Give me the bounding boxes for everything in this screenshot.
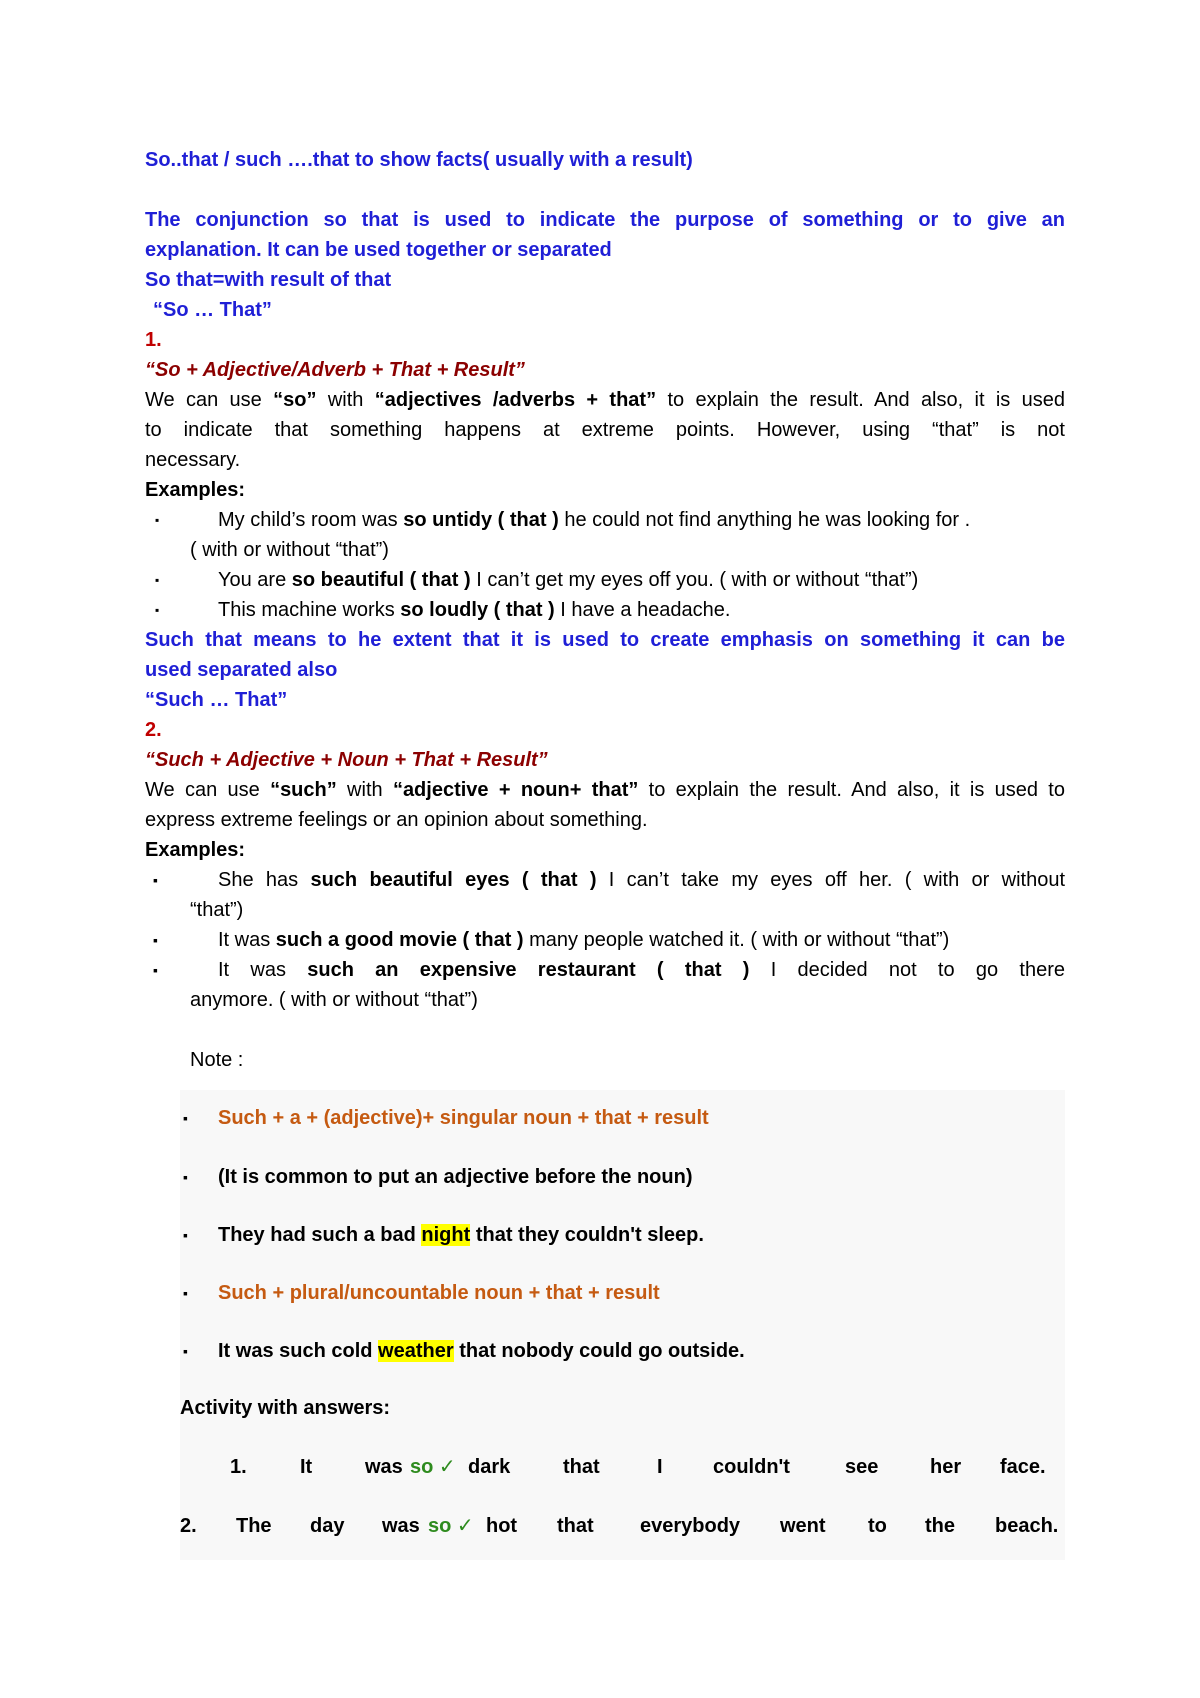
activity-row2-answer: so ✓ — [428, 1515, 474, 1537]
activity-row2-cell: beach. — [995, 1515, 1059, 1537]
section1-example-1: My child’s room was so untidy ( that ) he could not find anything he was looking for . — [218, 509, 971, 531]
note-item-1: Such + a + (adjective)+ singular noun + that + result — [218, 1107, 709, 1129]
section2-number: 2. — [145, 719, 162, 741]
bullet-icon: ▪ — [153, 962, 158, 978]
activity-row2-cell: hot — [486, 1515, 518, 1537]
intro-line-3: So that=with result of that — [145, 269, 392, 291]
section1-number: 1. — [145, 329, 162, 351]
bullet-icon: ▪ — [153, 872, 158, 888]
activity-row1-cell: couldn't — [713, 1456, 790, 1478]
section1-desc-line-2: to indicate that something happens at extreme points. However, using “that” is not — [145, 419, 1065, 441]
activity-row2-cell: went — [780, 1515, 826, 1537]
bullet-icon: ▪ — [183, 1227, 188, 1243]
section1-desc-line-3: necessary. — [145, 449, 241, 471]
section2-example-2: It was such a good movie ( that ) many people watched it. ( with or without “that”) — [218, 929, 950, 951]
bullet-icon: ▪ — [183, 1110, 188, 1126]
activity-row1-cell: dark — [468, 1456, 511, 1478]
section2-desc-line-1: We can use “such” with “adjective + noun+ that” to explain the result. And also, it is used to — [145, 779, 1065, 801]
bullet-icon: ▪ — [183, 1343, 188, 1359]
activity-label: Activity with answers: — [180, 1397, 391, 1419]
such-intro-line-2: used separated also — [145, 659, 338, 681]
activity-row2-cell: the — [925, 1515, 955, 1537]
section1-example-1-cont: ( with or without “that”) — [190, 539, 389, 561]
activity-row2-cell: The — [236, 1515, 272, 1537]
section2-example-1-cont: “that”) — [190, 899, 244, 921]
bullet-icon: ▪ — [155, 573, 160, 587]
section2-desc-line-2: express extreme feelings or an opinion about something. — [145, 809, 648, 831]
activity-row2-cell: that — [557, 1515, 594, 1537]
note-item-4: Such + plural/uncountable noun + that + result — [218, 1282, 660, 1304]
activity-row1-cell: was — [365, 1456, 403, 1478]
note-item-3: They had such a bad night that they couldn't sleep. — [218, 1224, 704, 1246]
section1-example-3: This machine works so loudly ( that ) I have a headache. — [218, 599, 731, 621]
activity-row1-cell: 1. — [230, 1456, 247, 1478]
activity-row2-cell: was — [382, 1515, 420, 1537]
note-box — [180, 1090, 1065, 1560]
bullet-icon: ▪ — [155, 513, 160, 527]
bullet-icon: ▪ — [183, 1169, 188, 1185]
bullet-icon: ▪ — [183, 1285, 188, 1301]
activity-row1-cell: It — [300, 1456, 313, 1478]
section1-examples-label: Examples: — [145, 479, 246, 501]
activity-row2-cell: 2. — [180, 1515, 197, 1537]
section1-example-2: You are so beautiful ( that ) I can’t get my eyes off you. ( with or without “that”) — [218, 569, 919, 591]
note-label: Note : — [190, 1049, 244, 1071]
intro-line-1: The conjunction so that is used to indicate the purpose of something or to give an — [145, 209, 1065, 231]
so-that-heading: “So … That” — [153, 299, 272, 321]
section2-formula: “Such + Adjective + Noun + That + Result” — [145, 749, 548, 771]
activity-row1-cell: that — [563, 1456, 600, 1478]
activity-row2-cell: to — [868, 1515, 887, 1537]
section2-example-3-cont: anymore. ( with or without “that”) — [190, 989, 478, 1011]
activity-row1-cell: I — [657, 1456, 663, 1478]
section1-formula: “So + Adjective/Adverb + That + Result” — [145, 359, 525, 381]
bullet-icon: ▪ — [155, 603, 160, 617]
bullet-icon: ▪ — [153, 932, 158, 948]
such-that-heading: “Such … That” — [145, 689, 288, 711]
activity-row1-cell: see — [845, 1456, 879, 1478]
section2-example-3: It was such an expensive restaurant ( that ) I decided not to go there — [218, 959, 1065, 981]
activity-row1-cell: her — [930, 1456, 962, 1478]
activity-row2-cell: day — [310, 1515, 345, 1537]
section2-example-1: She has such beautiful eyes ( that ) I can’t take my eyes off her. ( with or without — [218, 869, 1066, 891]
such-intro-line-1: Such that means to he extent that it is used to create emphasis on something it can be — [145, 629, 1065, 651]
note-item-5: It was such cold weather that nobody could go outside. — [218, 1340, 745, 1362]
activity-row2-cell: everybody — [640, 1515, 741, 1537]
doc-title: So..that / such ….that to show facts( usually with a result) — [145, 149, 693, 171]
section2-examples-label: Examples: — [145, 839, 246, 861]
activity-row1-cell: face. — [1000, 1456, 1046, 1478]
intro-line-2: explanation. It can be used together or separated — [145, 239, 612, 261]
section1-desc-line-1: We can use “so” with “adjectives /adverbs + that” to explain the result. And also, it is used — [145, 389, 1066, 411]
note-item-2: (It is common to put an adjective before the noun) — [218, 1166, 693, 1188]
activity-row1-answer: so ✓ — [410, 1456, 456, 1478]
